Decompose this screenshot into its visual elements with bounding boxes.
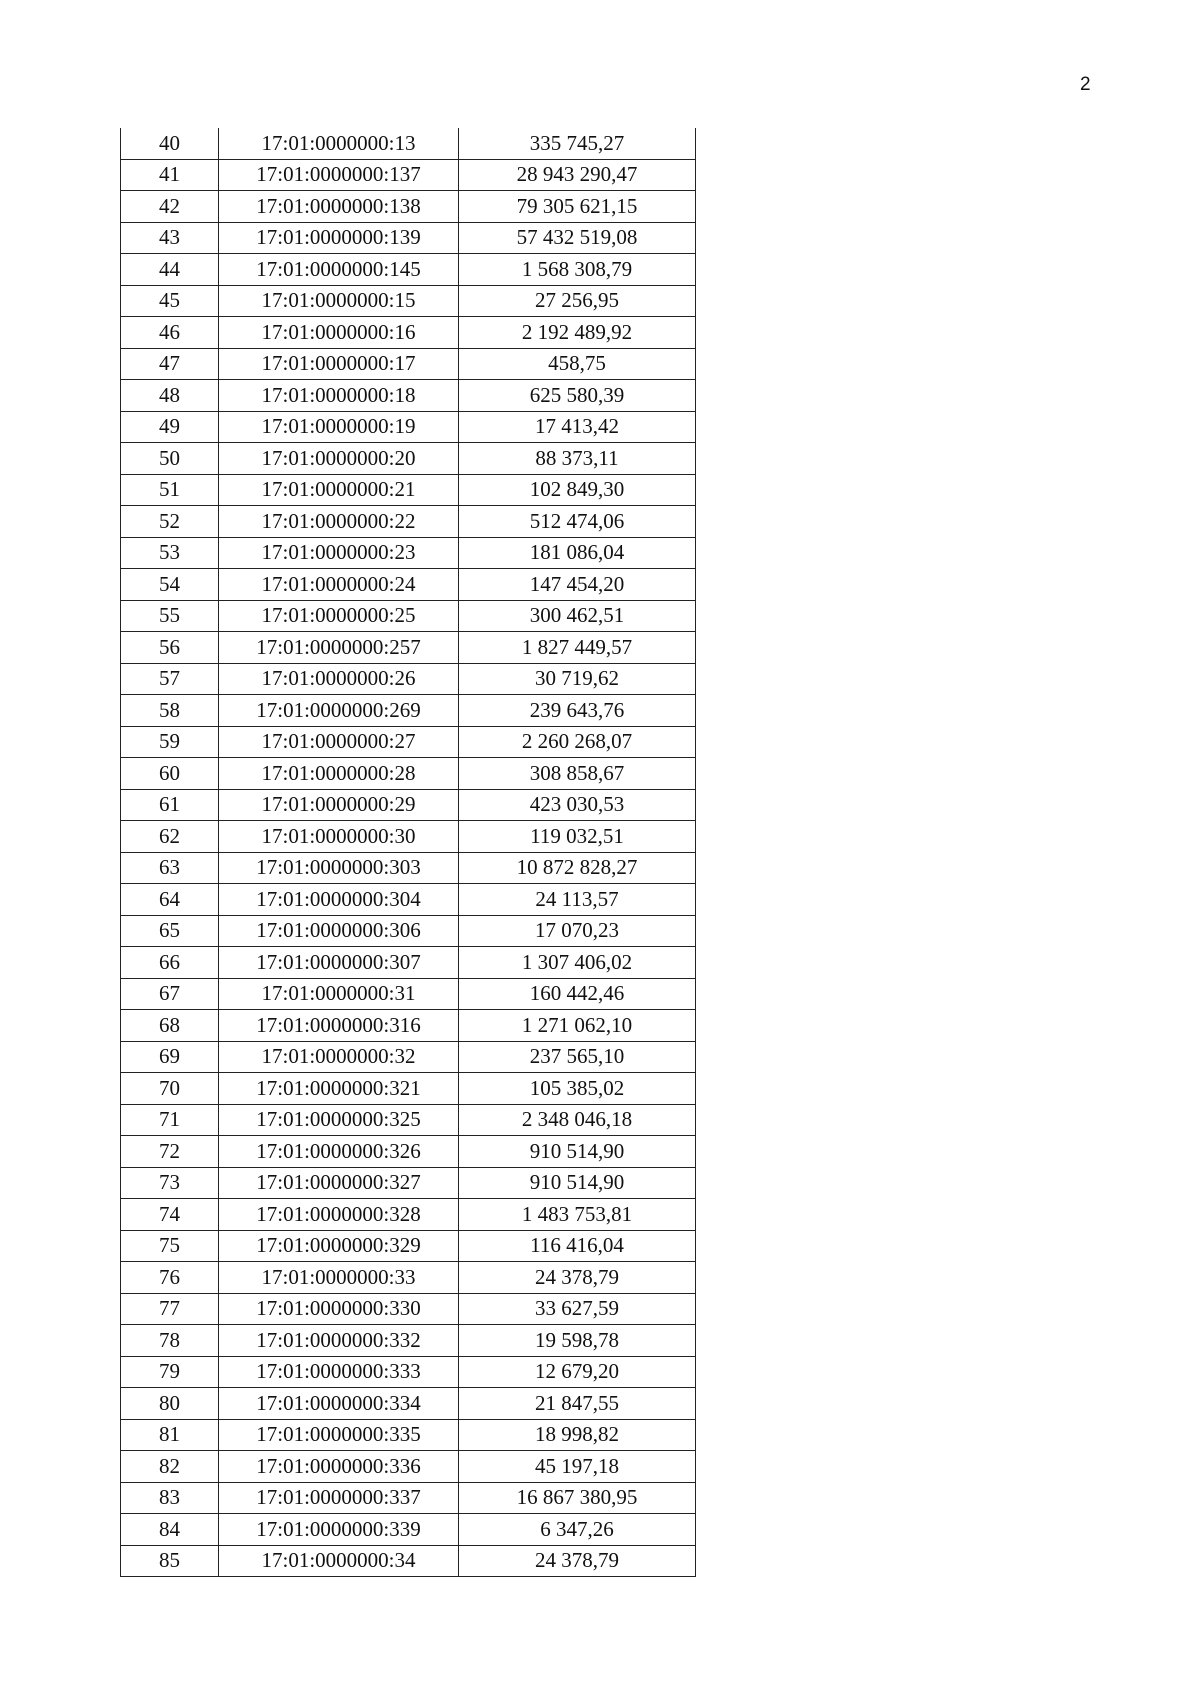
row-number-cell: 65 bbox=[121, 915, 219, 947]
row-number-cell: 73 bbox=[121, 1167, 219, 1199]
cadastral-number-cell: 17:01:0000000:32 bbox=[219, 1041, 459, 1073]
cadastral-number-cell: 17:01:0000000:303 bbox=[219, 852, 459, 884]
cadastral-number-cell: 17:01:0000000:334 bbox=[219, 1388, 459, 1420]
page-number: 2 bbox=[1080, 74, 1091, 95]
cadastral-value-cell: 2 192 489,92 bbox=[459, 317, 696, 349]
table-row bbox=[121, 600, 696, 632]
cadastral-number-cell: 17:01:0000000:17 bbox=[219, 348, 459, 380]
row-number-cell: 59 bbox=[121, 726, 219, 758]
table-row bbox=[121, 1167, 696, 1199]
cadastral-number-cell: 17:01:0000000:20 bbox=[219, 443, 459, 475]
cadastral-number-cell: 17:01:0000000:257 bbox=[219, 632, 459, 664]
row-number-cell: 71 bbox=[121, 1104, 219, 1136]
row-number-cell: 43 bbox=[121, 222, 219, 254]
cadastral-number-cell: 17:01:0000000:15 bbox=[219, 285, 459, 317]
table-row bbox=[121, 695, 696, 727]
cadastral-number-cell: 17:01:0000000:332 bbox=[219, 1325, 459, 1357]
cadastral-value-cell: 45 197,18 bbox=[459, 1451, 696, 1483]
table-row bbox=[121, 632, 696, 664]
cadastral-value-cell: 16 867 380,95 bbox=[459, 1482, 696, 1514]
cadastral-number-cell: 17:01:0000000:325 bbox=[219, 1104, 459, 1136]
cadastral-value-cell: 160 442,46 bbox=[459, 978, 696, 1010]
cadastral-value-cell: 57 432 519,08 bbox=[459, 222, 696, 254]
cadastral-number-cell: 17:01:0000000:21 bbox=[219, 474, 459, 506]
cadastral-number-cell: 17:01:0000000:326 bbox=[219, 1136, 459, 1168]
table-row bbox=[121, 1545, 696, 1577]
cadastral-value-cell: 147 454,20 bbox=[459, 569, 696, 601]
cadastral-value-cell: 300 462,51 bbox=[459, 600, 696, 632]
cadastral-value-cell: 6 347,26 bbox=[459, 1514, 696, 1546]
table-row bbox=[121, 789, 696, 821]
row-number-cell: 56 bbox=[121, 632, 219, 664]
table-row bbox=[121, 1293, 696, 1325]
cadastral-number-cell: 17:01:0000000:330 bbox=[219, 1293, 459, 1325]
cadastral-number-cell: 17:01:0000000:19 bbox=[219, 411, 459, 443]
table-row bbox=[121, 1325, 696, 1357]
cadastral-value-cell: 28 943 290,47 bbox=[459, 159, 696, 191]
cadastral-number-cell: 17:01:0000000:30 bbox=[219, 821, 459, 853]
row-number-cell: 68 bbox=[121, 1010, 219, 1042]
cadastral-number-cell: 17:01:0000000:327 bbox=[219, 1167, 459, 1199]
row-number-cell: 66 bbox=[121, 947, 219, 979]
table-row bbox=[121, 506, 696, 538]
cadastral-value-cell: 102 849,30 bbox=[459, 474, 696, 506]
table-row bbox=[121, 1482, 696, 1514]
row-number-cell: 61 bbox=[121, 789, 219, 821]
cadastral-value-cell: 1 827 449,57 bbox=[459, 632, 696, 664]
row-number-cell: 79 bbox=[121, 1356, 219, 1388]
cadastral-number-cell: 17:01:0000000:13 bbox=[219, 128, 459, 159]
cadastral-value-cell: 24 113,57 bbox=[459, 884, 696, 916]
cadastral-value-cell: 181 086,04 bbox=[459, 537, 696, 569]
table-row bbox=[121, 821, 696, 853]
cadastral-value-cell: 88 373,11 bbox=[459, 443, 696, 475]
cadastral-number-cell: 17:01:0000000:145 bbox=[219, 254, 459, 286]
cadastral-value-cell: 21 847,55 bbox=[459, 1388, 696, 1420]
cadastral-number-cell: 17:01:0000000:31 bbox=[219, 978, 459, 1010]
table-row bbox=[121, 1104, 696, 1136]
table-row bbox=[121, 1136, 696, 1168]
cadastral-value-cell: 105 385,02 bbox=[459, 1073, 696, 1105]
table-row bbox=[121, 1356, 696, 1388]
cadastral-value-cell: 27 256,95 bbox=[459, 285, 696, 317]
cadastral-value-cell: 1 307 406,02 bbox=[459, 947, 696, 979]
table-row bbox=[121, 411, 696, 443]
cadastral-number-cell: 17:01:0000000:321 bbox=[219, 1073, 459, 1105]
cadastral-number-cell: 17:01:0000000:304 bbox=[219, 884, 459, 916]
cadastral-value-cell: 423 030,53 bbox=[459, 789, 696, 821]
table-row bbox=[121, 1388, 696, 1420]
table-row bbox=[121, 1010, 696, 1042]
cadastral-value-cell: 116 416,04 bbox=[459, 1230, 696, 1262]
table-row bbox=[121, 1041, 696, 1073]
row-number-cell: 69 bbox=[121, 1041, 219, 1073]
cadastral-value-cell: 239 643,76 bbox=[459, 695, 696, 727]
row-number-cell: 78 bbox=[121, 1325, 219, 1357]
row-number-cell: 47 bbox=[121, 348, 219, 380]
cadastral-value-cell: 237 565,10 bbox=[459, 1041, 696, 1073]
cadastral-value-cell: 10 872 828,27 bbox=[459, 852, 696, 884]
cadastral-number-cell: 17:01:0000000:24 bbox=[219, 569, 459, 601]
row-number-cell: 52 bbox=[121, 506, 219, 538]
cadastral-number-cell: 17:01:0000000:316 bbox=[219, 1010, 459, 1042]
table-row bbox=[121, 852, 696, 884]
cadastral-number-cell: 17:01:0000000:269 bbox=[219, 695, 459, 727]
row-number-cell: 64 bbox=[121, 884, 219, 916]
cadastral-number-cell: 17:01:0000000:18 bbox=[219, 380, 459, 412]
cadastral-value-cell: 335 745,27 bbox=[459, 128, 696, 159]
row-number-cell: 54 bbox=[121, 569, 219, 601]
cadastral-number-cell: 17:01:0000000:16 bbox=[219, 317, 459, 349]
cadastral-value-cell: 119 032,51 bbox=[459, 821, 696, 853]
cadastral-value-cell: 30 719,62 bbox=[459, 663, 696, 695]
table-row bbox=[121, 726, 696, 758]
row-number-cell: 81 bbox=[121, 1419, 219, 1451]
row-number-cell: 57 bbox=[121, 663, 219, 695]
row-number-cell: 85 bbox=[121, 1545, 219, 1577]
table-row bbox=[121, 1419, 696, 1451]
table-row bbox=[121, 159, 696, 191]
cadastral-number-cell: 17:01:0000000:306 bbox=[219, 915, 459, 947]
table-row bbox=[121, 128, 696, 159]
row-number-cell: 42 bbox=[121, 191, 219, 223]
cadastral-value-cell: 625 580,39 bbox=[459, 380, 696, 412]
cadastral-value-cell: 512 474,06 bbox=[459, 506, 696, 538]
cadastral-value-cell: 24 378,79 bbox=[459, 1545, 696, 1577]
cadastral-value-cell: 17 413,42 bbox=[459, 411, 696, 443]
table-body bbox=[121, 128, 696, 1577]
row-number-cell: 84 bbox=[121, 1514, 219, 1546]
cadastral-number-cell: 17:01:0000000:337 bbox=[219, 1482, 459, 1514]
table-row bbox=[121, 191, 696, 223]
table-row bbox=[121, 663, 696, 695]
cadastral-number-cell: 17:01:0000000:23 bbox=[219, 537, 459, 569]
row-number-cell: 77 bbox=[121, 1293, 219, 1325]
cadastral-number-cell: 17:01:0000000:139 bbox=[219, 222, 459, 254]
table-row bbox=[121, 1514, 696, 1546]
row-number-cell: 63 bbox=[121, 852, 219, 884]
cadastral-number-cell: 17:01:0000000:333 bbox=[219, 1356, 459, 1388]
row-number-cell: 83 bbox=[121, 1482, 219, 1514]
cadastral-value-cell: 18 998,82 bbox=[459, 1419, 696, 1451]
table-row bbox=[121, 1230, 696, 1262]
cadastral-number-cell: 17:01:0000000:328 bbox=[219, 1199, 459, 1231]
cadastral-number-cell: 17:01:0000000:335 bbox=[219, 1419, 459, 1451]
table-row bbox=[121, 317, 696, 349]
row-number-cell: 76 bbox=[121, 1262, 219, 1294]
cadastral-value-cell: 910 514,90 bbox=[459, 1136, 696, 1168]
row-number-cell: 75 bbox=[121, 1230, 219, 1262]
cadastral-value-cell: 1 271 062,10 bbox=[459, 1010, 696, 1042]
table-row bbox=[121, 537, 696, 569]
cadastral-value-cell: 1 483 753,81 bbox=[459, 1199, 696, 1231]
cadastral-value-table bbox=[120, 128, 696, 1577]
cadastral-number-cell: 17:01:0000000:307 bbox=[219, 947, 459, 979]
row-number-cell: 67 bbox=[121, 978, 219, 1010]
table-row bbox=[121, 222, 696, 254]
cadastral-number-cell: 17:01:0000000:137 bbox=[219, 159, 459, 191]
row-number-cell: 50 bbox=[121, 443, 219, 475]
table-row bbox=[121, 758, 696, 790]
table-row bbox=[121, 285, 696, 317]
cadastral-value-cell: 79 305 621,15 bbox=[459, 191, 696, 223]
cadastral-value-cell: 910 514,90 bbox=[459, 1167, 696, 1199]
cadastral-number-cell: 17:01:0000000:336 bbox=[219, 1451, 459, 1483]
cadastral-value-cell: 458,75 bbox=[459, 348, 696, 380]
row-number-cell: 72 bbox=[121, 1136, 219, 1168]
table-row bbox=[121, 443, 696, 475]
table-row bbox=[121, 947, 696, 979]
cadastral-value-cell: 24 378,79 bbox=[459, 1262, 696, 1294]
row-number-cell: 82 bbox=[121, 1451, 219, 1483]
cadastral-value-cell: 12 679,20 bbox=[459, 1356, 696, 1388]
row-number-cell: 49 bbox=[121, 411, 219, 443]
cadastral-number-cell: 17:01:0000000:22 bbox=[219, 506, 459, 538]
cadastral-value-cell: 19 598,78 bbox=[459, 1325, 696, 1357]
cadastral-number-cell: 17:01:0000000:33 bbox=[219, 1262, 459, 1294]
cadastral-number-cell: 17:01:0000000:27 bbox=[219, 726, 459, 758]
table-row bbox=[121, 569, 696, 601]
row-number-cell: 51 bbox=[121, 474, 219, 506]
row-number-cell: 46 bbox=[121, 317, 219, 349]
cadastral-number-cell: 17:01:0000000:339 bbox=[219, 1514, 459, 1546]
row-number-cell: 44 bbox=[121, 254, 219, 286]
cadastral-number-cell: 17:01:0000000:28 bbox=[219, 758, 459, 790]
table-row bbox=[121, 978, 696, 1010]
cadastral-number-cell: 17:01:0000000:26 bbox=[219, 663, 459, 695]
cadastral-value-cell: 33 627,59 bbox=[459, 1293, 696, 1325]
row-number-cell: 53 bbox=[121, 537, 219, 569]
cadastral-value-cell: 1 568 308,79 bbox=[459, 254, 696, 286]
row-number-cell: 45 bbox=[121, 285, 219, 317]
table-row bbox=[121, 348, 696, 380]
row-number-cell: 55 bbox=[121, 600, 219, 632]
table-row bbox=[121, 1073, 696, 1105]
cadastral-value-cell: 17 070,23 bbox=[459, 915, 696, 947]
cadastral-number-cell: 17:01:0000000:34 bbox=[219, 1545, 459, 1577]
row-number-cell: 74 bbox=[121, 1199, 219, 1231]
table-row bbox=[121, 1262, 696, 1294]
table-row bbox=[121, 884, 696, 916]
cadastral-value-cell: 2 348 046,18 bbox=[459, 1104, 696, 1136]
cadastral-number-cell: 17:01:0000000:329 bbox=[219, 1230, 459, 1262]
row-number-cell: 40 bbox=[121, 128, 219, 159]
table-row bbox=[121, 1199, 696, 1231]
row-number-cell: 80 bbox=[121, 1388, 219, 1420]
table-row bbox=[121, 380, 696, 412]
row-number-cell: 58 bbox=[121, 695, 219, 727]
cadastral-value-cell: 308 858,67 bbox=[459, 758, 696, 790]
row-number-cell: 41 bbox=[121, 159, 219, 191]
cadastral-number-cell: 17:01:0000000:25 bbox=[219, 600, 459, 632]
table-row bbox=[121, 1451, 696, 1483]
row-number-cell: 48 bbox=[121, 380, 219, 412]
row-number-cell: 60 bbox=[121, 758, 219, 790]
cadastral-number-cell: 17:01:0000000:29 bbox=[219, 789, 459, 821]
table-row bbox=[121, 915, 696, 947]
row-number-cell: 70 bbox=[121, 1073, 219, 1105]
cadastral-number-cell: 17:01:0000000:138 bbox=[219, 191, 459, 223]
cadastral-value-cell: 2 260 268,07 bbox=[459, 726, 696, 758]
table-row bbox=[121, 474, 696, 506]
table-row bbox=[121, 254, 696, 286]
row-number-cell: 62 bbox=[121, 821, 219, 853]
